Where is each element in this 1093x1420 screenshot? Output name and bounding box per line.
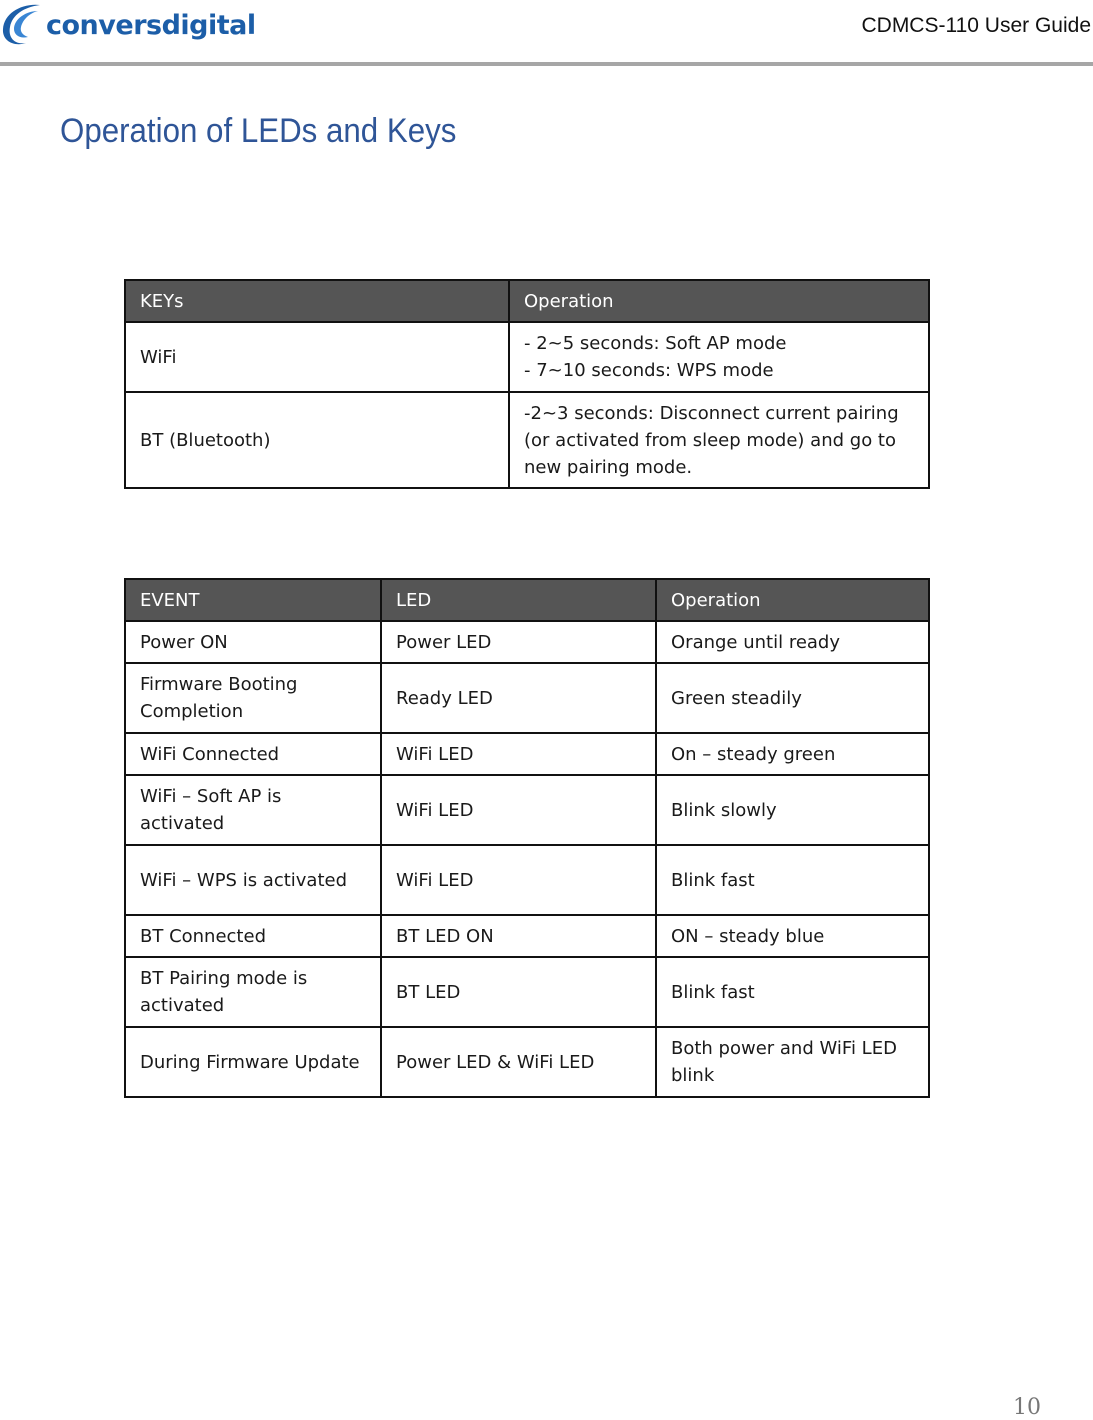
led-cell: BT LED — [381, 957, 656, 1027]
operation-cell: Orange until ready — [656, 621, 929, 663]
led-cell: WiFi LED — [381, 845, 656, 915]
operation-cell: Green steadily — [656, 663, 929, 733]
column-header: Operation — [656, 579, 929, 621]
event-cell: During Firmware Update — [125, 1027, 381, 1097]
operation-cell: Blink fast — [656, 957, 929, 1027]
table-row — [125, 663, 929, 733]
company-logo — [0, 0, 256, 50]
key-cell: BT (Bluetooth) — [125, 392, 509, 488]
led-cell: Ready LED — [381, 663, 656, 733]
page-number: 10 — [1013, 1395, 1041, 1420]
operation-line: - 7~10 seconds: WPS mode — [524, 360, 774, 381]
table-row — [125, 733, 929, 775]
operation-line: -2~3 seconds: Disconnect current pairing (or activated from sleep mode) and go to new pairing mode. — [524, 402, 899, 478]
operation-cell: Blink slowly — [656, 775, 929, 845]
event-cell: BT Pairing mode is activated — [125, 957, 381, 1027]
document-title: CDMCS-110 User Guide — [861, 14, 1091, 37]
event-cell: BT Connected — [125, 915, 381, 957]
table-row — [125, 621, 929, 663]
column-header: LED — [381, 579, 656, 621]
table-row — [125, 322, 929, 392]
event-cell: WiFi – Soft AP is activated — [125, 775, 381, 845]
table-row — [125, 392, 929, 488]
table-row — [125, 775, 929, 845]
operation-cell: Both power and WiFi LED blink — [656, 1027, 929, 1097]
page-title: Operation of LEDs and Keys — [60, 112, 457, 150]
operation-cell — [509, 322, 929, 392]
operation-cell: Blink fast — [656, 845, 929, 915]
led-cell: WiFi LED — [381, 775, 656, 845]
operation-cell: ON – steady blue — [656, 915, 929, 957]
led-cell: WiFi LED — [381, 733, 656, 775]
key-cell: WiFi — [125, 322, 509, 392]
column-header: KEYs — [125, 280, 509, 322]
table-row — [125, 845, 929, 915]
keys-table — [124, 279, 930, 489]
table-row — [125, 957, 929, 1027]
column-header: Operation — [509, 280, 929, 322]
logo-text: conversdigital — [46, 9, 256, 41]
header-divider — [0, 62, 1093, 66]
page-header — [0, 0, 1093, 70]
column-header: EVENT — [125, 579, 381, 621]
led-cell: BT LED ON — [381, 915, 656, 957]
led-cell: Power LED & WiFi LED — [381, 1027, 656, 1097]
led-cell: Power LED — [381, 621, 656, 663]
operation-cell — [509, 392, 929, 488]
table-header-row — [125, 280, 929, 322]
event-cell: Firmware Booting Completion — [125, 663, 381, 733]
event-cell: WiFi Connected — [125, 733, 381, 775]
events-table — [124, 578, 930, 1098]
operation-line: - 2~5 seconds: Soft AP mode — [524, 333, 787, 354]
table-row — [125, 1027, 929, 1097]
table-row — [125, 915, 929, 957]
table-header-row — [125, 579, 929, 621]
event-cell: Power ON — [125, 621, 381, 663]
logo-swoosh-icon — [0, 1, 42, 49]
operation-cell: On – steady green — [656, 733, 929, 775]
event-cell: WiFi – WPS is activated — [125, 845, 381, 915]
